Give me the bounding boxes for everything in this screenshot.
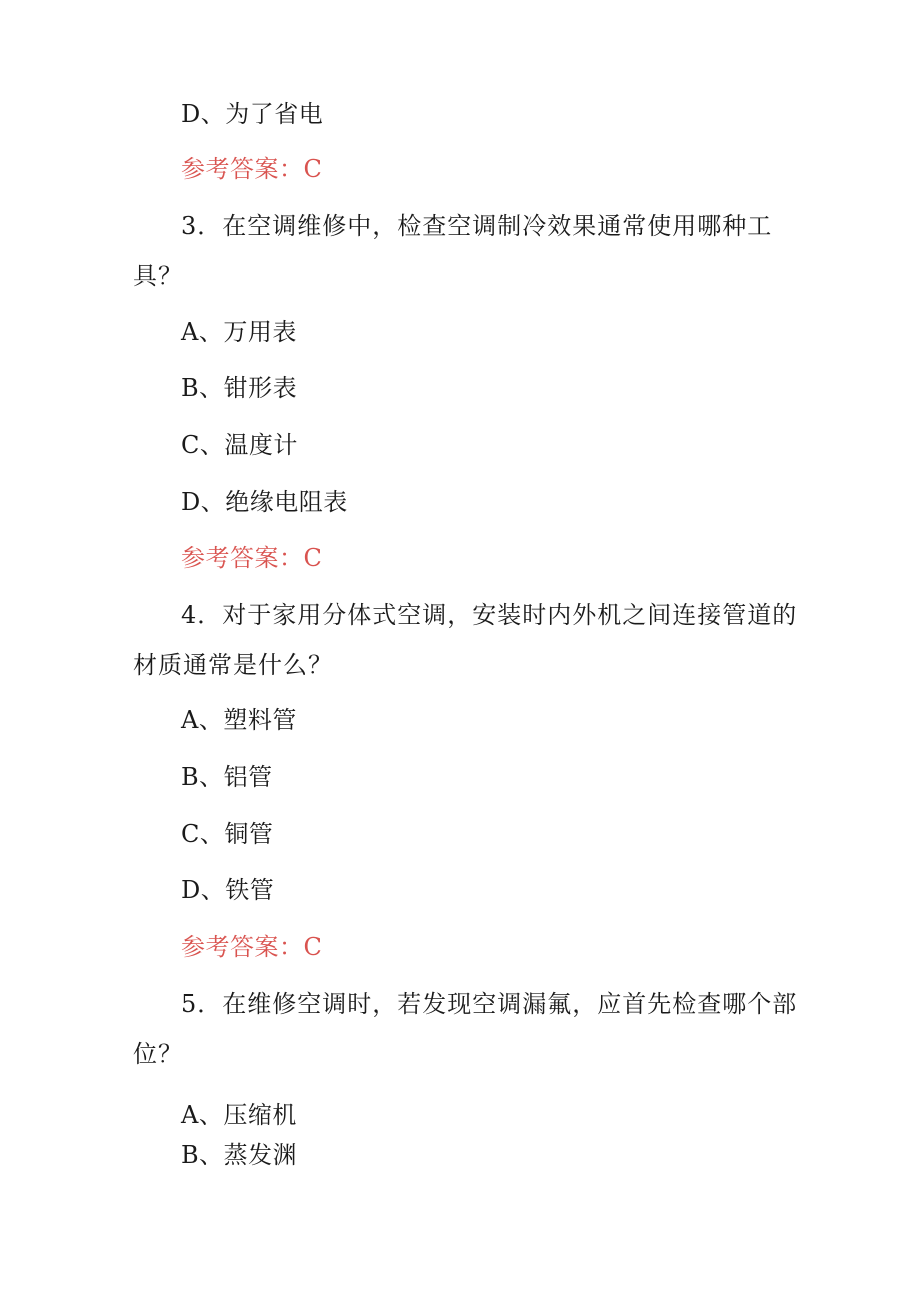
option-b: B、蒸发渊 — [181, 1141, 298, 1169]
question-3-text-cont: 具？ — [133, 262, 183, 290]
option-a: A、压缩机 — [181, 1101, 297, 1129]
option-c: C、温度计 — [181, 431, 298, 459]
question-5-text: 5．在维修空调时，若发现空调漏氟，应首先检查哪个部 — [181, 990, 798, 1018]
option-d: D、铁管 — [181, 876, 275, 904]
option-d: D、绝缘电阻表 — [181, 488, 348, 516]
option-d: D、为了省电 — [181, 100, 324, 128]
question-4-text-cont: 材质通常是什么？ — [133, 651, 333, 679]
option-a: A、万用表 — [181, 318, 297, 346]
option-a: A、塑料管 — [181, 706, 297, 734]
option-b: B、钳形表 — [181, 374, 298, 402]
answer-key: 参考答案：C — [181, 933, 323, 961]
answer-key: 参考答案：C — [181, 155, 323, 183]
option-c: C、铜管 — [181, 820, 274, 848]
option-b: B、铝管 — [181, 763, 273, 791]
question-5-text-cont: 位？ — [133, 1040, 183, 1068]
answer-key: 参考答案：C — [181, 544, 323, 572]
question-4-text: 4．对于家用分体式空调，安装时内外机之间连接管道的 — [181, 601, 798, 629]
question-3-text: 3．在空调维修中，检查空调制冷效果通常使用哪种工 — [181, 212, 773, 240]
